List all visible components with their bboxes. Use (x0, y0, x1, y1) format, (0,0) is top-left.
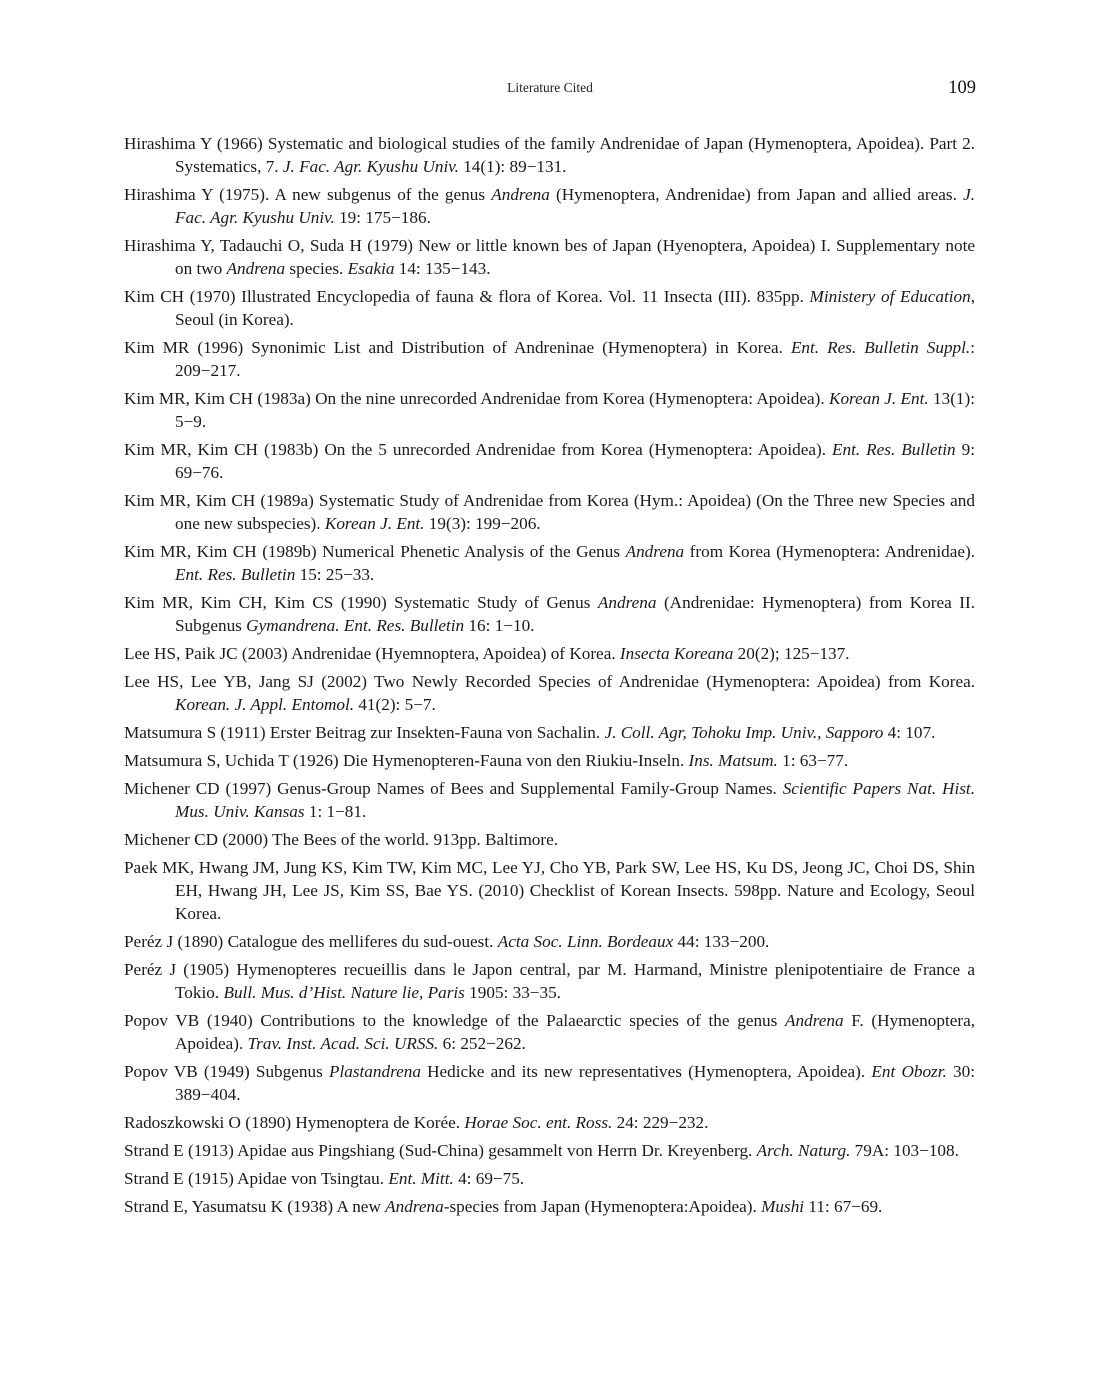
page-number: 109 (948, 78, 976, 98)
reference-italic-segment: Andrena (625, 542, 685, 561)
reference-entry (124, 777, 975, 823)
reference-entry (124, 234, 975, 280)
reference-entry (124, 438, 975, 484)
reference-text-segment: 19(3): 199−206. (424, 514, 541, 533)
reference-text-segment: 44: 133−200. (673, 932, 770, 951)
reference-italic-segment: Acta Soc. Linn. Bordeaux (497, 932, 674, 951)
reference-italic-segment: Ministery of Education (809, 287, 971, 306)
reference-text-segment: species. (285, 259, 348, 278)
reference-text-segment: Lee HS, Paik JC (2003) Andrenidae (Hyemnoptera, Apoidea) of Korea. (124, 644, 620, 663)
reference-text-segment: 14: 135−143. (394, 259, 491, 278)
reference-list (124, 132, 975, 1223)
reference-text-segment: Matsumura S (1911) Erster Beitrag zur Insekten-Fauna von Sachalin. (124, 723, 605, 742)
reference-text-segment: 30: 389−404. (175, 1062, 975, 1104)
reference-text-segment: 9: 69−76. (175, 440, 975, 482)
reference-italic-segment: Scientific Papers Nat. Hist. Mus. Univ. Kansas (175, 779, 975, 821)
reference-entry (124, 1167, 975, 1190)
reference-text-segment: (Hymenoptera, Andrenidae) from Japan and allied areas. (549, 185, 964, 204)
reference-italic-segment: Insecta Koreana (619, 644, 734, 663)
reference-text-segment: Kim MR, Kim CH (1983b) On the 5 unrecorded Andrenidae from Korea (Hymenoptera: Apoidea). (124, 440, 832, 459)
reference-text-segment: Kim MR (1996) Synonimic List and Distribution of Andreninae (Hymenoptera) in Korea. (124, 338, 791, 357)
reference-italic-segment: Mushi (761, 1197, 805, 1216)
reference-text-segment: Hirashima Y (1966) Systematic and biological studies of the family Andrenidae of Japan (Hymenoptera, Apoidea). Part 2. Systematics, 7. (124, 134, 975, 176)
reference-text-segment: 1: 63−77. (777, 751, 849, 770)
reference-text-segment: 1905: 33−35. (464, 983, 561, 1002)
running-title: Literature Cited (507, 80, 593, 95)
running-header (124, 78, 976, 104)
reference-italic-segment: J. Fac. Agr. Kyushu Univ. (282, 157, 459, 176)
reference-text-segment: 79A: 103−108. (850, 1141, 959, 1160)
reference-text-segment: Popov VB (1949) Subgenus (124, 1062, 329, 1081)
reference-italic-segment: Andrena (491, 185, 550, 204)
reference-entry (124, 642, 975, 665)
reference-text-segment: 24: 229−232. (612, 1113, 709, 1132)
reference-italic-segment: Ent Obozr. (871, 1062, 947, 1081)
reference-text-segment: Radoszkowski O (1890) Hymenoptera de Korée. (124, 1113, 465, 1132)
reference-text-segment: Paek MK, Hwang JM, Jung KS, Kim TW, Kim MC, Lee YJ, Cho YB, Park SW, Lee HS, Ku DS, Jeong JC, Choi DS, Shin EH, Hwang JH, Lee JS, Kim SS, Bae YS. (2010) Checklist of Korean Insects. 598pp. Nature and Ecology, Seoul Korea. (124, 858, 975, 923)
reference-text-segment: 13(1): 5−9. (175, 389, 976, 431)
reference-text-segment: Kim CH (1970) Illustrated Encyclopedia of fauna & flora of Korea. Vol. 11 Insecta (III). 835pp. (124, 287, 810, 306)
reference-text-segment: Peréz J (1905) Hymenopteres recueillis dans le Japon central, par M. Harmand, Ministre plenipotentiaire de France a Tokio. (124, 960, 975, 1002)
reference-entry (124, 540, 975, 586)
reference-text-segment: Kim MR, Kim CH (1989b) Numerical Phenetic Analysis of the Genus (124, 542, 626, 561)
reference-italic-segment: Trav. Inst. Acad. Sci. URSS. (247, 1034, 439, 1053)
reference-italic-segment: Korean J. Ent. (828, 389, 929, 408)
reference-italic-segment: Andrena (226, 259, 286, 278)
reference-text-segment: 16: 1−10. (464, 616, 535, 635)
reference-text-segment: F. (Hymenoptera, Apoidea). (175, 1011, 975, 1053)
reference-text-segment: 15: 25−33. (295, 565, 375, 584)
reference-italic-segment: Bull. Mus. d’Hist. Nature lie, Paris (223, 983, 465, 1002)
reference-entry (124, 749, 975, 772)
reference-text-segment: Michener CD (2000) The Bees of the world. 913pp. Baltimore. (124, 830, 559, 849)
reference-entry (124, 1139, 975, 1162)
reference-text-segment: Hirashima Y (1975). A new subgenus of the genus (124, 185, 492, 204)
reference-entry (124, 336, 975, 382)
reference-entry (124, 132, 975, 178)
reference-entry (124, 670, 975, 716)
reference-text-segment: 41(2): 5−7. (354, 695, 436, 714)
reference-text-segment: Michener CD (1997) Genus-Group Names of Bees and Supplemental Family-Group Names. (124, 779, 783, 798)
reference-text-segment: : 209−217. (175, 338, 975, 380)
reference-entry (124, 489, 975, 535)
reference-text-segment: Matsumura S, Uchida T (1926) Die Hymenopteren-Fauna von den Riukiu-Inseln. (124, 751, 689, 770)
reference-italic-segment: Andrena (785, 1011, 844, 1030)
reference-text-segment: Strand E, Yasumatsu K (1938) A new (124, 1197, 386, 1216)
reference-italic-segment: Ent. Res. Bulletin (175, 565, 296, 584)
reference-italic-segment: Arch. Naturg. (756, 1141, 851, 1160)
reference-italic-segment: J. Fac. Agr. Kyushu Univ. (175, 185, 976, 227)
reference-text-segment: 19: 175−186. (334, 208, 431, 227)
reference-italic-segment: Gymandrena. Ent. Res. Bulletin (246, 616, 465, 635)
reference-text-segment: Kim MR, Kim CH (1989a) Systematic Study of Andrenidae from Korea (Hym.: Apoidea) (On the Three new Species and one new subspecies). (124, 491, 975, 533)
reference-italic-segment: Korean J. Ent. (324, 514, 425, 533)
reference-italic-segment: Andrena (597, 593, 657, 612)
reference-italic-segment: Horae Soc. ent. Ross. (464, 1113, 613, 1132)
reference-text-segment: , Seoul (in Korea). (175, 287, 975, 329)
reference-entry (124, 591, 975, 637)
reference-entry (124, 856, 975, 925)
reference-text-segment: (Andrenidae: Hymenoptera) from Korea II. Subgenus (175, 593, 975, 635)
reference-italic-segment: Ent. Res. Bulletin Suppl. (790, 338, 971, 357)
reference-entry (124, 721, 975, 744)
reference-text-segment: Hedicke and its new representatives (Hymenoptera, Apoidea). (420, 1062, 872, 1081)
reference-text-segment: Lee HS, Lee YB, Jang SJ (2002) Two Newly Recorded Species of Andrenidae (Hymenoptera: Apoidea) from Korea. (124, 672, 975, 691)
reference-text-segment: from Korea (Hymenoptera: Andrenidae). (684, 542, 975, 561)
reference-entry (124, 930, 975, 953)
reference-text-segment: Kim MR, Kim CH, Kim CS (1990) Systematic Study of Genus (124, 593, 598, 612)
reference-entry (124, 285, 975, 331)
reference-italic-segment: J. Coll. Agr, Tohoku Imp. Univ., Sapporo (604, 723, 884, 742)
reference-italic-segment: Andrena (385, 1197, 444, 1216)
reference-text-segment: 6: 252−262. (438, 1034, 526, 1053)
reference-entry (124, 1060, 975, 1106)
reference-text-segment: 11: 67−69. (804, 1197, 883, 1216)
reference-text-segment: Peréz J (1890) Catalogue des melliferes du sud-ouest. (124, 932, 498, 951)
reference-italic-segment: Ent. Mitt. (388, 1169, 454, 1188)
reference-entry (124, 1009, 975, 1055)
reference-italic-segment: Ins. Matsum. (688, 751, 778, 770)
reference-entry (124, 183, 975, 229)
reference-entry (124, 387, 975, 433)
reference-text-segment: 20(2); 125−137. (733, 644, 850, 663)
reference-italic-segment: Ent. Res. Bulletin (831, 440, 956, 459)
reference-text-segment: Strand E (1915) Apidae von Tsingtau. (124, 1169, 389, 1188)
reference-text-segment: 4: 107. (883, 723, 936, 742)
reference-entry (124, 1195, 975, 1218)
reference-text-segment: 4: 69−75. (453, 1169, 525, 1188)
reference-entry (124, 1111, 975, 1134)
reference-italic-segment: Esakia (347, 259, 395, 278)
reference-text-segment: -species from Japan (Hymenoptera:Apoidea). (443, 1197, 762, 1216)
reference-entry (124, 958, 975, 1004)
reference-text-segment: Kim MR, Kim CH (1983a) On the nine unrecorded Andrenidae from Korea (Hymenoptera: Apoidea). (124, 389, 829, 408)
reference-text-segment: Popov VB (1940) Contributions to the knowledge of the Palaearctic species of the genus (124, 1011, 786, 1030)
reference-italic-segment: Plastandrena (328, 1062, 421, 1081)
reference-text-segment: 1: 1−81. (304, 802, 367, 821)
reference-text-segment: Hirashima Y, Tadauchi O, Suda H (1979) New or little known bes of Japan (Hyenoptera, Apoidea) I. Supplementary note on two (124, 236, 975, 278)
reference-italic-segment: Korean. J. Appl. Entomol. (175, 695, 355, 714)
reference-entry (124, 828, 975, 851)
reference-text-segment: 14(1): 89−131. (458, 157, 567, 176)
reference-text-segment: Strand E (1913) Apidae aus Pingshiang (Sud-China) gesammelt von Herrn Dr. Kreyenberg. (124, 1141, 757, 1160)
